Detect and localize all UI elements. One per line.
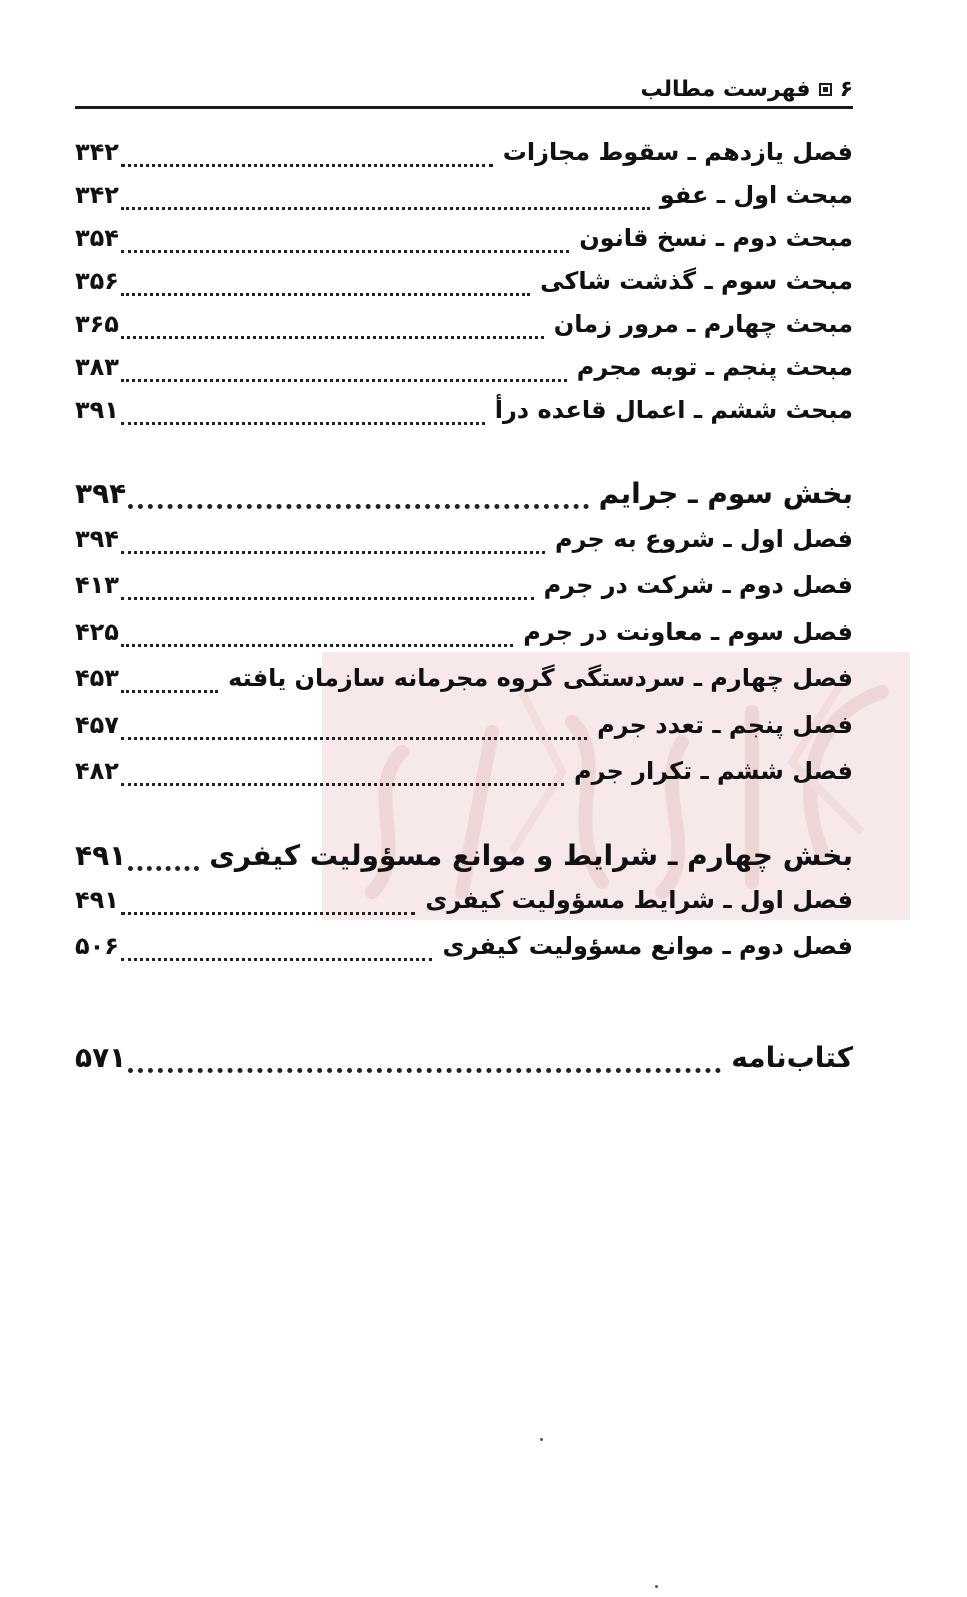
toc-entry-page: ۳۹۴ — [75, 476, 127, 510]
toc-entry-page: ۳۴۲ — [75, 138, 119, 166]
square-ornament-icon — [819, 83, 832, 96]
toc-entry-title: فصل چهارم ـ سردستگی گروه مجرمانه سازمان یافته — [228, 664, 853, 692]
toc-entry-title: فصل ششم ـ تکرار جرم — [573, 757, 853, 785]
header-page-number: ۶ — [839, 76, 853, 102]
dot-leader — [121, 737, 587, 740]
toc-entry-title: بخش چهارم ـ شرایط و موانع مسؤولیت کیفری — [209, 838, 853, 872]
running-head — [75, 72, 853, 109]
toc-entry-title: مبحث ششم ـ اعمال قاعده درأ — [494, 396, 853, 424]
dot-leader — [121, 551, 545, 554]
toc-entry-page: ۴۲۵ — [75, 618, 119, 646]
toc-entry-page: ۳۵۶ — [75, 267, 119, 295]
toc-entry-page: ۴۵۳ — [75, 664, 119, 692]
toc-entry-page: ۳۶۵ — [75, 310, 119, 338]
dot-leader — [121, 690, 218, 693]
dot-leader — [121, 336, 544, 339]
dot-leader — [121, 783, 564, 786]
toc-entry[interactable] — [75, 750, 853, 792]
toc-entry[interactable] — [75, 131, 853, 173]
dot-leader — [121, 293, 530, 296]
toc-entry-page: ۵۷۱ — [75, 1040, 127, 1074]
header-title: فهرست مطالب — [640, 76, 811, 102]
toc-entry-title: فصل یازدهم ـ سقوط مجازات — [502, 138, 853, 166]
toc-entry[interactable] — [75, 389, 853, 431]
dot-leader — [128, 866, 199, 871]
toc-entry-page: ۴۱۳ — [75, 571, 119, 599]
toc-entry-title: فصل اول ـ شروع به جرم — [555, 525, 853, 553]
dot-leader — [128, 1068, 721, 1073]
dot-leader — [121, 207, 650, 210]
toc-entry[interactable] — [75, 704, 853, 746]
toc-entry-page: ۳۵۴ — [75, 224, 119, 252]
toc-entry[interactable] — [75, 174, 853, 216]
toc-entry[interactable] — [75, 611, 853, 653]
toc-entry-title: کتاب‌نامه — [731, 1040, 853, 1074]
toc-entry-title: مبحث دوم ـ نسخ قانون — [579, 224, 853, 252]
toc-entry-page: ۳۹۱ — [75, 396, 119, 424]
dot-leader — [121, 250, 569, 253]
dot-leader — [121, 958, 433, 961]
toc-entry-title: فصل سوم ـ معاونت در جرم — [523, 618, 853, 646]
scan-speck — [655, 1585, 658, 1588]
dot-leader — [121, 164, 493, 167]
toc-entry-title: بخش سوم ـ جرایم — [598, 476, 853, 510]
toc-entry-title: فصل دوم ـ شرکت در جرم — [543, 571, 853, 599]
dot-leader — [121, 644, 513, 647]
toc-part-heading[interactable] — [75, 469, 853, 517]
toc-entry-title: مبحث پنجم ـ توبه مجرم — [576, 353, 853, 381]
dot-leader — [121, 422, 485, 425]
scan-speck — [540, 1438, 543, 1441]
toc-entry-page: ۴۸۲ — [75, 757, 119, 785]
toc-entry[interactable] — [75, 657, 853, 699]
toc-entry-title: فصل پنجم ـ تعدد جرم — [597, 711, 853, 739]
toc-entry[interactable] — [75, 564, 853, 606]
toc-entry-title: فصل اول ـ شرایط مسؤولیت کیفری — [425, 886, 853, 914]
toc-entry-title: مبحث اول ـ عفو — [659, 181, 853, 209]
toc-entry[interactable] — [75, 879, 853, 921]
toc-entry-page: ۳۹۴ — [75, 525, 119, 553]
toc-entry-page: ۴۵۷ — [75, 711, 119, 739]
toc-entry-page: ۵۰۶ — [75, 932, 119, 960]
toc-entry-page: ۳۸۳ — [75, 353, 119, 381]
toc-entry-page: ۴۹۱ — [75, 838, 127, 872]
toc-part-heading[interactable] — [75, 831, 853, 879]
toc-entry-title: مبحث سوم ـ گذشت شاکی — [540, 267, 853, 295]
toc-entry[interactable] — [75, 303, 853, 345]
toc-entry[interactable] — [75, 346, 853, 388]
dot-leader — [128, 504, 588, 509]
toc-entry[interactable] — [75, 217, 853, 259]
toc-entry-title: فصل دوم ـ موانع مسؤولیت کیفری — [442, 932, 853, 960]
dot-leader — [121, 597, 534, 600]
toc-bibliography[interactable] — [75, 1033, 853, 1081]
dot-leader — [121, 912, 415, 915]
toc-entry[interactable] — [75, 260, 853, 302]
toc-entry[interactable] — [75, 518, 853, 560]
toc-entry-title: مبحث چهارم ـ مرور زمان — [553, 310, 853, 338]
toc-entry-page: ۴۹۱ — [75, 886, 119, 914]
toc-entry[interactable] — [75, 925, 853, 967]
toc-entry-page: ۳۴۲ — [75, 181, 119, 209]
dot-leader — [121, 379, 567, 382]
